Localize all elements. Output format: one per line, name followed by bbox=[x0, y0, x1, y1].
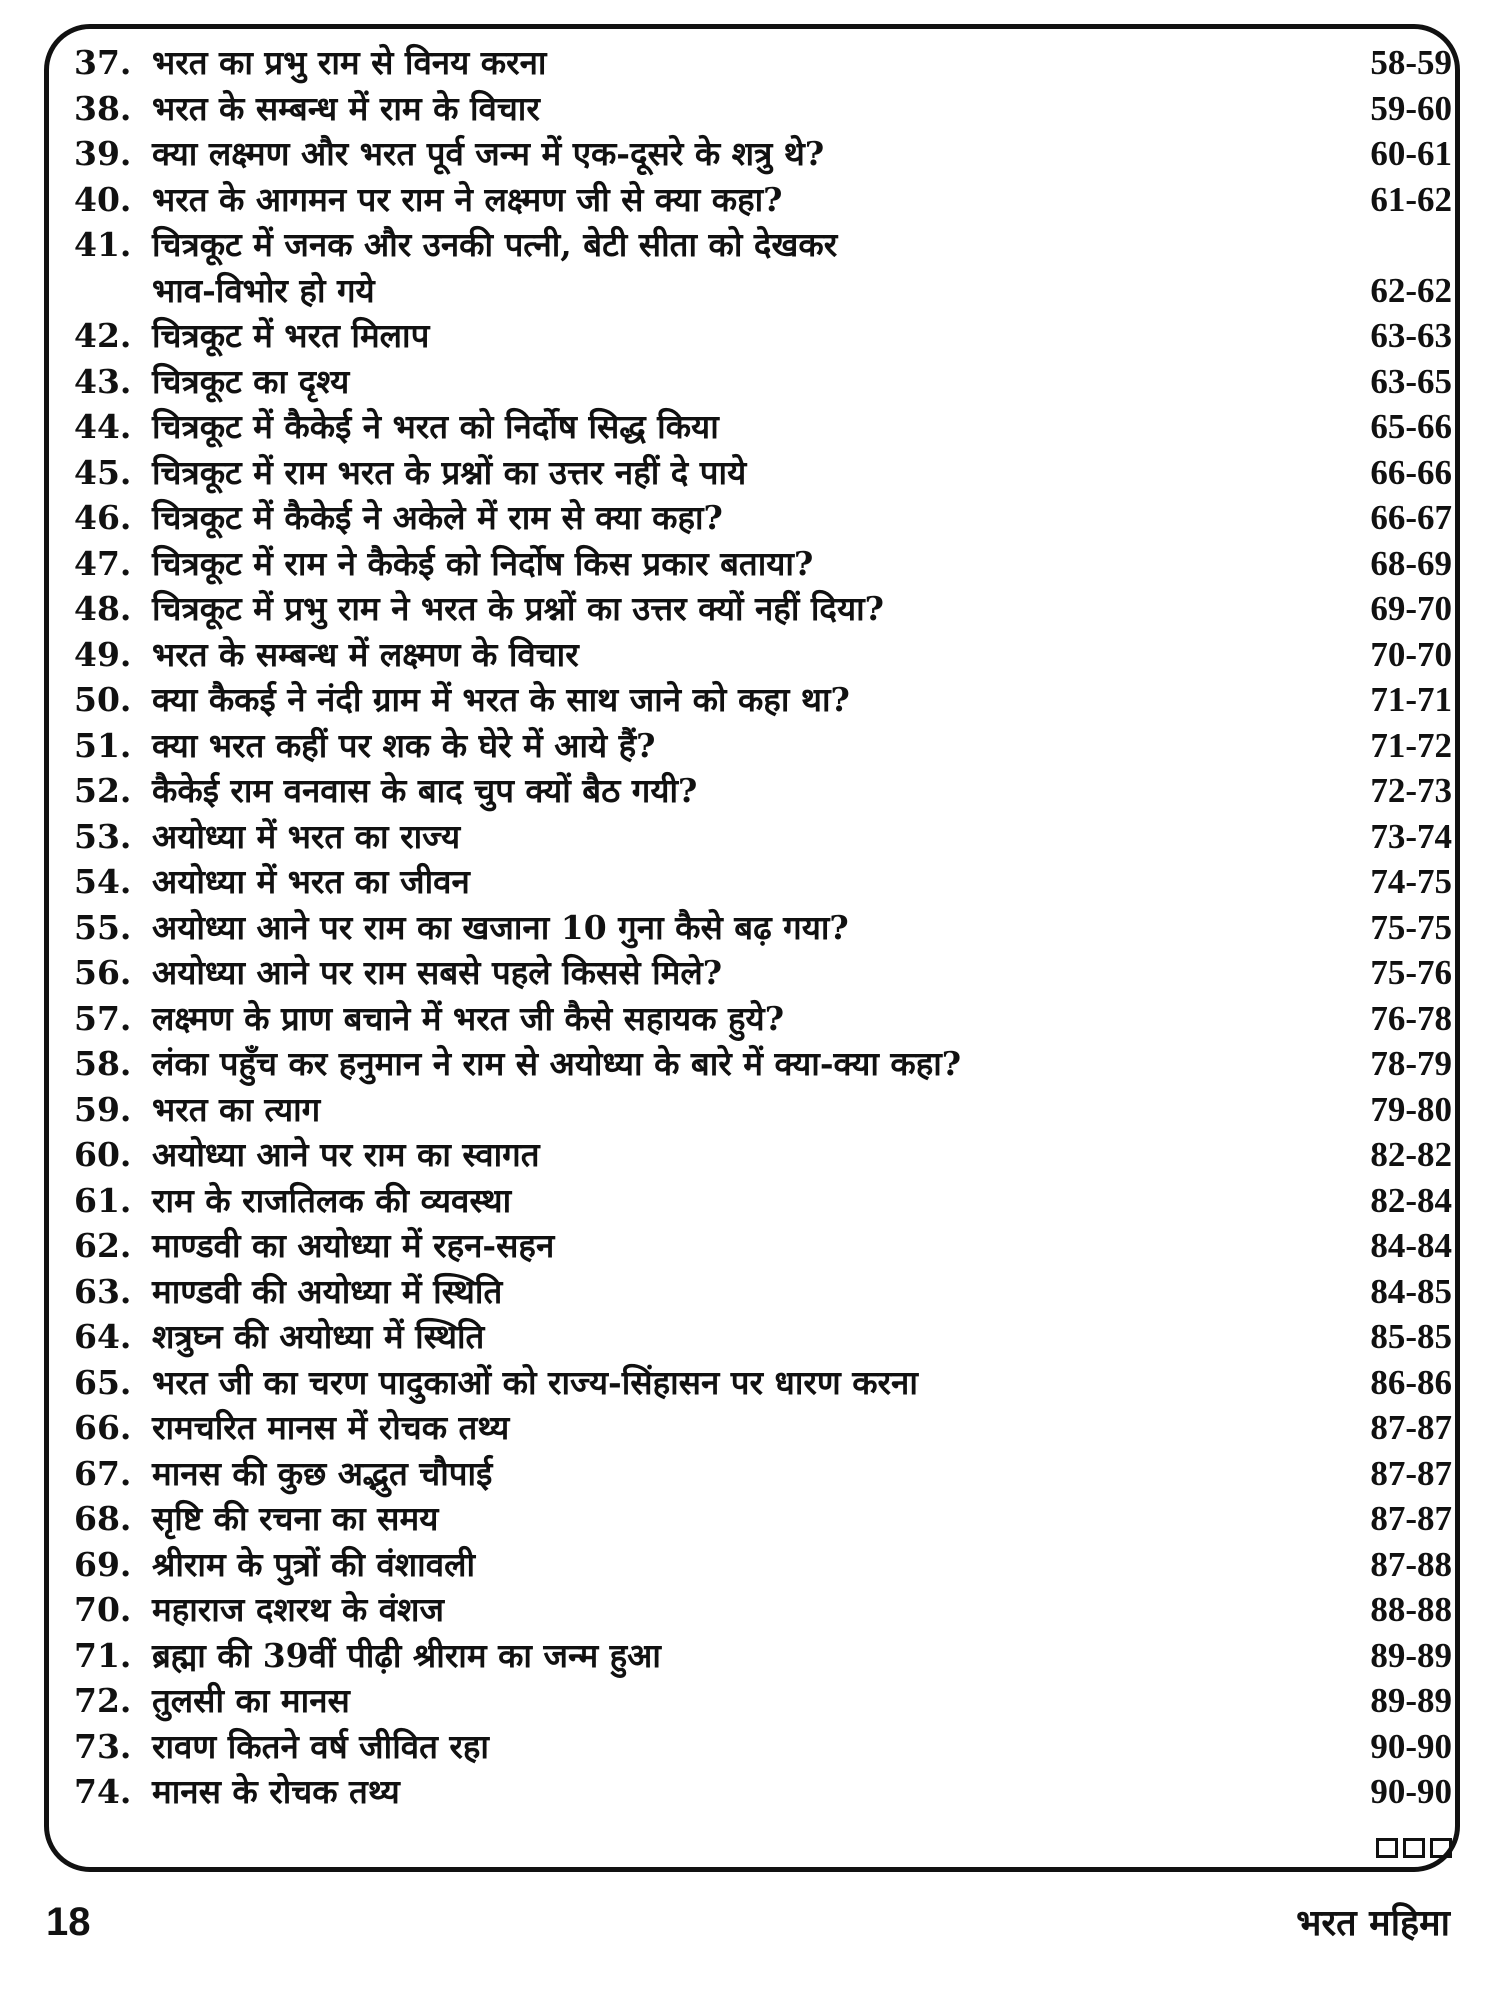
toc-entry bbox=[74, 1041, 1452, 1087]
entry-page-range: 60-61 bbox=[1370, 134, 1452, 173]
entry-title: चित्रकूट में प्रभु राम ने भरत के प्रश्नों का उत्तर क्यों नहीं दिया? bbox=[152, 589, 884, 628]
toc-entry bbox=[74, 177, 1452, 223]
entry-title: चित्रकूट का दृश्य bbox=[152, 361, 350, 401]
entry-number: 42. bbox=[74, 316, 132, 355]
entry-title: क्या कैकई ने नंदी ग्राम में भरत के साथ जाने को कहा था? bbox=[152, 680, 850, 719]
entry-title: भरत का त्याग bbox=[152, 1089, 321, 1129]
entry-title: अयोध्या आने पर राम का खजाना 10 गुना कैसे बढ़ गया? bbox=[152, 907, 849, 947]
entry-page-range: 87-87 bbox=[1370, 1453, 1452, 1493]
entry-number: 65. bbox=[74, 1362, 132, 1402]
entry-page-range: 75-76 bbox=[1370, 953, 1452, 992]
toc-entry bbox=[74, 1724, 1452, 1770]
entry-number: 53. bbox=[74, 816, 132, 856]
toc-entry bbox=[74, 586, 1452, 632]
toc-entry bbox=[74, 723, 1452, 769]
toc-entry bbox=[74, 996, 1452, 1042]
entry-title: भरत के सम्बन्ध में लक्ष्मण के विचार bbox=[152, 634, 579, 674]
entry-page-range: 75-75 bbox=[1370, 907, 1452, 947]
entry-page-range: 82-82 bbox=[1370, 1135, 1452, 1174]
entry-number: 69. bbox=[74, 1544, 132, 1584]
entry-page-range: 66-66 bbox=[1370, 452, 1452, 492]
entry-page-range: 69-70 bbox=[1370, 589, 1452, 628]
toc-entry bbox=[74, 86, 1452, 132]
toc-entry bbox=[74, 1360, 1452, 1406]
toc-entry bbox=[74, 814, 1452, 860]
entry-page-range: 88-88 bbox=[1370, 1590, 1452, 1629]
entry-number: 72. bbox=[74, 1681, 132, 1720]
entry-number: 56. bbox=[74, 953, 132, 992]
entry-title: ब्रह्मा की 39वीं पीढ़ी श्रीराम का जन्म हुआ bbox=[152, 1635, 661, 1675]
entry-number: 46. bbox=[74, 498, 132, 537]
entry-number: 73. bbox=[74, 1726, 132, 1766]
entry-number: 58. bbox=[74, 1044, 132, 1083]
entry-page-range: 63-63 bbox=[1370, 316, 1452, 355]
entry-page-range: 62-62 bbox=[1370, 270, 1452, 310]
entry-title: माण्डवी की अयोध्या में स्थिति bbox=[152, 1271, 503, 1311]
end-of-section-mark bbox=[1376, 1838, 1452, 1858]
entry-title: श्रीराम के पुत्रों की वंशावली bbox=[152, 1544, 475, 1584]
entry-title: लक्ष्मण के प्राण बचाने में भरत जी कैसे सहायक हुये? bbox=[152, 998, 785, 1038]
toc-entry bbox=[74, 1178, 1452, 1224]
entry-title: चित्रकूट में भरत मिलाप bbox=[152, 316, 430, 355]
entry-title: क्या भरत कहीं पर शक के घेरे में आये हैं? bbox=[152, 725, 656, 765]
toc-entry bbox=[74, 1132, 1452, 1178]
entry-title: चित्रकूट में राम भरत के प्रश्नों का उत्तर नहीं दे पाये bbox=[152, 452, 747, 492]
entry-page-range: 72-73 bbox=[1370, 771, 1452, 810]
entry-number: 50. bbox=[74, 680, 132, 719]
toc-entry bbox=[74, 1451, 1452, 1497]
toc-entry bbox=[74, 541, 1452, 587]
toc-entry bbox=[74, 859, 1452, 905]
entry-page-range: 82-84 bbox=[1370, 1180, 1452, 1220]
entry-page-range: 66-67 bbox=[1370, 498, 1452, 537]
toc-entry bbox=[74, 905, 1452, 951]
entry-number: 55. bbox=[74, 907, 132, 947]
entry-title: राम के राजतिलक की व्यवस्था bbox=[152, 1180, 512, 1220]
entry-title: भरत का प्रभु राम से विनय करना bbox=[152, 43, 547, 82]
entry-number: 63. bbox=[74, 1271, 132, 1311]
entry-page-range: 90-90 bbox=[1370, 1772, 1452, 1811]
toc-entry bbox=[74, 1769, 1452, 1815]
entry-title: तुलसी का मानस bbox=[152, 1681, 350, 1720]
entry-title: रावण कितने वर्ष जीवित रहा bbox=[152, 1726, 489, 1766]
entry-number: 67. bbox=[74, 1453, 132, 1493]
toc-entry bbox=[74, 1223, 1452, 1269]
entry-page-range: 89-89 bbox=[1370, 1635, 1452, 1675]
toc-entry bbox=[74, 1678, 1452, 1724]
entry-title: रामचरित मानस में रोचक तथ्य bbox=[152, 1408, 510, 1447]
toc-entry bbox=[74, 313, 1452, 359]
end-square-icon bbox=[1430, 1838, 1452, 1858]
entry-page-range: 59-60 bbox=[1370, 88, 1452, 128]
entry-number: 40. bbox=[74, 179, 132, 219]
entry-title: महाराज दशरथ के वंशज bbox=[152, 1590, 444, 1629]
entry-number: 47. bbox=[74, 543, 132, 583]
entry-page-range: 87-87 bbox=[1370, 1408, 1452, 1447]
entry-number: 44. bbox=[74, 407, 132, 446]
entry-number: 71. bbox=[74, 1635, 132, 1675]
toc-entry bbox=[74, 1087, 1452, 1133]
entry-title: अयोध्या आने पर राम का स्वागत bbox=[152, 1135, 540, 1174]
entry-number: 66. bbox=[74, 1408, 132, 1447]
entry-title: चित्रकूट में कैकेई ने भरत को निर्दोष सिद्ध किया bbox=[152, 407, 719, 446]
entry-number: 38. bbox=[74, 88, 132, 128]
entry-number: 61. bbox=[74, 1180, 132, 1220]
entry-title: भरत जी का चरण पादुकाओं को राज्य-सिंहासन पर धारण करना bbox=[152, 1362, 918, 1402]
entry-number: 62. bbox=[74, 1226, 132, 1265]
entry-page-range: 90-90 bbox=[1370, 1726, 1452, 1766]
entry-page-range: 65-66 bbox=[1370, 407, 1452, 446]
toc-entry bbox=[74, 1405, 1452, 1451]
entry-number: 37. bbox=[74, 43, 132, 82]
entry-number: 57. bbox=[74, 998, 132, 1038]
entry-title: मानस की कुछ अद्भुत चौपाई bbox=[152, 1453, 493, 1493]
entry-title: भरत के सम्बन्ध में राम के विचार bbox=[152, 88, 540, 128]
entry-title: चित्रकूट में कैकेई ने अकेले में राम से क्या कहा? bbox=[152, 498, 723, 537]
book-title: भरत महिमा bbox=[1296, 1902, 1450, 1944]
entry-title: अयोध्या में भरत का जीवन bbox=[152, 862, 470, 901]
toc-entry bbox=[74, 1633, 1452, 1679]
toc-entry bbox=[74, 495, 1452, 541]
entry-page-range: 85-85 bbox=[1370, 1317, 1452, 1356]
entry-number: 68. bbox=[74, 1499, 132, 1538]
entry-page-range: 87-88 bbox=[1370, 1544, 1452, 1584]
toc-entry bbox=[74, 1587, 1452, 1633]
entry-page-range: 84-85 bbox=[1370, 1271, 1452, 1311]
entry-title-continued: भाव-विभोर हो गये bbox=[152, 270, 375, 310]
toc-entry bbox=[74, 632, 1452, 678]
entry-page-range: 78-79 bbox=[1370, 1044, 1452, 1083]
entry-title: अयोध्या आने पर राम सबसे पहले किससे मिले? bbox=[152, 953, 723, 992]
toc-entry bbox=[74, 768, 1452, 814]
entry-page-range: 70-70 bbox=[1370, 634, 1452, 674]
entry-number: 54. bbox=[74, 862, 132, 901]
entry-number: 74. bbox=[74, 1772, 132, 1811]
toc-entry bbox=[74, 950, 1452, 996]
entry-title: माण्डवी का अयोध्या में रहन-सहन bbox=[152, 1226, 555, 1265]
entry-number: 48. bbox=[74, 589, 132, 628]
entry-number: 52. bbox=[74, 771, 132, 810]
page-number: 18 bbox=[46, 1900, 91, 1944]
entry-title: अयोध्या में भरत का राज्य bbox=[152, 816, 461, 856]
entry-page-range: 61-62 bbox=[1370, 179, 1452, 219]
toc-entry bbox=[74, 131, 1452, 177]
entry-page-range: 71-72 bbox=[1370, 725, 1452, 765]
entry-title: शत्रुघ्न की अयोध्या में स्थिति bbox=[152, 1317, 485, 1356]
entry-number: 59. bbox=[74, 1089, 132, 1129]
entry-page-range: 68-69 bbox=[1370, 543, 1452, 583]
entry-title: चित्रकूट में राम ने कैकेई को निर्दोष किस प्रकार बताया? bbox=[152, 543, 814, 583]
entry-page-range: 89-89 bbox=[1370, 1681, 1452, 1720]
entry-number: 70. bbox=[74, 1590, 132, 1629]
toc-entry bbox=[74, 222, 1452, 313]
toc-entry bbox=[74, 359, 1452, 405]
entry-page-range: 86-86 bbox=[1370, 1362, 1452, 1402]
entry-page-range: 79-80 bbox=[1370, 1089, 1452, 1129]
entry-page-range: 71-71 bbox=[1370, 680, 1452, 719]
entry-title: क्या लक्ष्मण और भरत पूर्व जन्म में एक-दूसरे के शत्रु थे? bbox=[152, 134, 825, 173]
entry-title: लंका पहुँच कर हनुमान ने राम से अयोध्या के बारे में क्या-क्या कहा? bbox=[152, 1044, 962, 1083]
entry-page-range: 87-87 bbox=[1370, 1499, 1452, 1538]
toc-entry bbox=[74, 450, 1452, 496]
entry-title: कैकेई राम वनवास के बाद चुप क्यों बैठ गयी? bbox=[152, 771, 698, 810]
end-square-icon bbox=[1403, 1838, 1425, 1858]
toc-entry bbox=[74, 40, 1452, 86]
entry-page-range: 76-78 bbox=[1370, 998, 1452, 1038]
entry-page-range: 63-65 bbox=[1370, 361, 1452, 401]
entry-title: भरत के आगमन पर राम ने लक्ष्मण जी से क्या कहा? bbox=[152, 179, 783, 219]
entry-number: 60. bbox=[74, 1135, 132, 1174]
entry-number: 64. bbox=[74, 1317, 132, 1356]
toc-entry bbox=[74, 404, 1452, 450]
entry-page-range: 73-74 bbox=[1370, 816, 1452, 856]
toc-entry bbox=[74, 1496, 1452, 1542]
entry-title: चित्रकूट में जनक और उनकी पत्नी, बेटी सीता को देखकर bbox=[152, 225, 838, 264]
entry-number: 39. bbox=[74, 134, 132, 173]
entry-page-range: 84-84 bbox=[1370, 1226, 1452, 1265]
table-of-contents bbox=[74, 40, 1452, 1815]
entry-number: 41. bbox=[74, 225, 132, 264]
entry-title: सृष्टि की रचना का समय bbox=[152, 1499, 439, 1538]
entry-number: 45. bbox=[74, 452, 132, 492]
entry-number: 49. bbox=[74, 634, 132, 674]
entry-number: 51. bbox=[74, 725, 132, 765]
toc-entry bbox=[74, 1269, 1452, 1315]
entry-page-range: 74-75 bbox=[1370, 862, 1452, 901]
entry-title: मानस के रोचक तथ्य bbox=[152, 1772, 400, 1811]
toc-entry bbox=[74, 1314, 1452, 1360]
toc-entry bbox=[74, 677, 1452, 723]
end-square-icon bbox=[1376, 1838, 1398, 1858]
entry-number: 43. bbox=[74, 361, 132, 401]
entry-page-range: 58-59 bbox=[1370, 43, 1452, 82]
toc-entry bbox=[74, 1542, 1452, 1588]
